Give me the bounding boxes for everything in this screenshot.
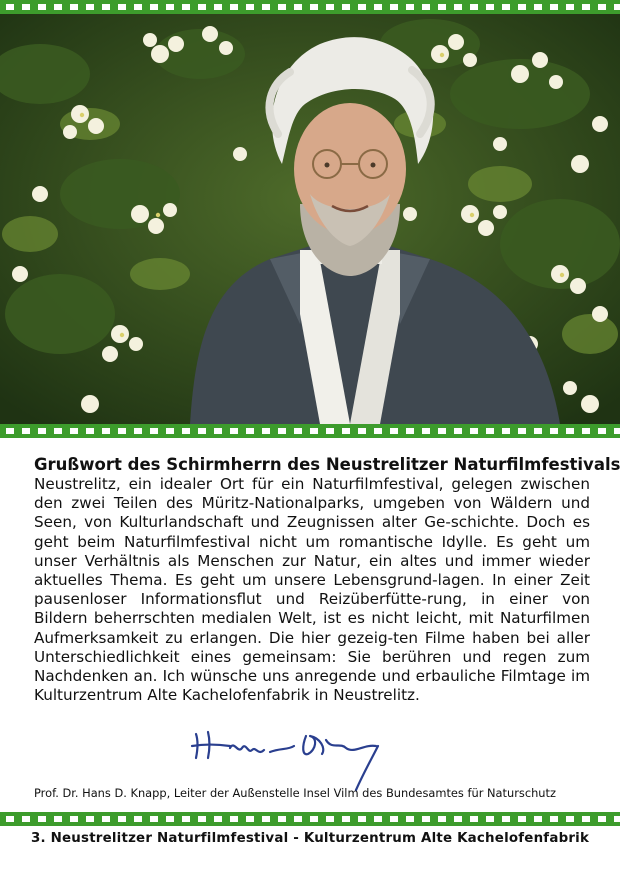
body-line: Neustrelitz, ein idealer Ort für ein Naturfilmfestival, gelegen — [34, 475, 513, 493]
body-line: ten Filme haben bei aller Unterschiedlichkeit eines gemeinsam: Sie — [34, 628, 590, 666]
greeting-body — [34, 475, 590, 705]
filmstrip-bottom — [0, 812, 620, 826]
filmstrip-top — [0, 0, 620, 14]
body-line: Idylle. Es geht um unser Verhältnis als Menschen zur Natur, ein altes — [34, 532, 590, 570]
greeting-heading: Grußwort des Schirmherrn des Neustrelitzer Naturfilmfestivals — [34, 455, 620, 474]
body-line: Neustrelitz. — [333, 686, 420, 705]
body-line: und erbauliche Filmtage im Kulturzentrum Alte Kachelofenfabrik in — [34, 667, 591, 705]
signature-caption: Prof. Dr. Hans D. Knapp, Leiter der Außenstelle Insel Vilm des Bundesamtes für Naturschutz — [34, 786, 556, 800]
body-line: lagen. In einer Zeit pausenloser Informationsflut und Reizüberfütte- — [34, 571, 590, 609]
signature — [190, 726, 390, 794]
body-line: Wäldern und Seen, von Kulturlandschaft und Zeugnissen alter Ge- — [34, 494, 590, 532]
body-line: berühren und regen zum Nachdenken an. Ich wünsche uns anregende — [34, 647, 591, 686]
body-line: zwischen den zwei Teilen des Müritz-Nationalparks, umgeben von — [34, 475, 591, 513]
body-line: und immer wieder aktuelles Thema. Es geht um unsere Lebensgrund- — [34, 551, 590, 590]
body-line: rung, in einer von Bildern beherrschten medialen Welt, ist es nicht — [34, 590, 590, 628]
portrait-photo — [0, 14, 620, 424]
body-line: leicht, mit Naturfilmen Aufmerksamkeit zu erlangen. Die hier gezeig- — [34, 609, 590, 647]
signature-icon — [190, 726, 390, 794]
body-line: schichte. Doch es geht beim Naturfilmfestival nicht um romantische — [34, 513, 590, 551]
filmstrip-middle — [0, 424, 620, 438]
greeting-content — [34, 455, 620, 705]
footer-title: 3. Neustrelitzer Naturfilmfestival - Kulturzentrum Alte Kachelofenfabrik — [30, 831, 590, 846]
